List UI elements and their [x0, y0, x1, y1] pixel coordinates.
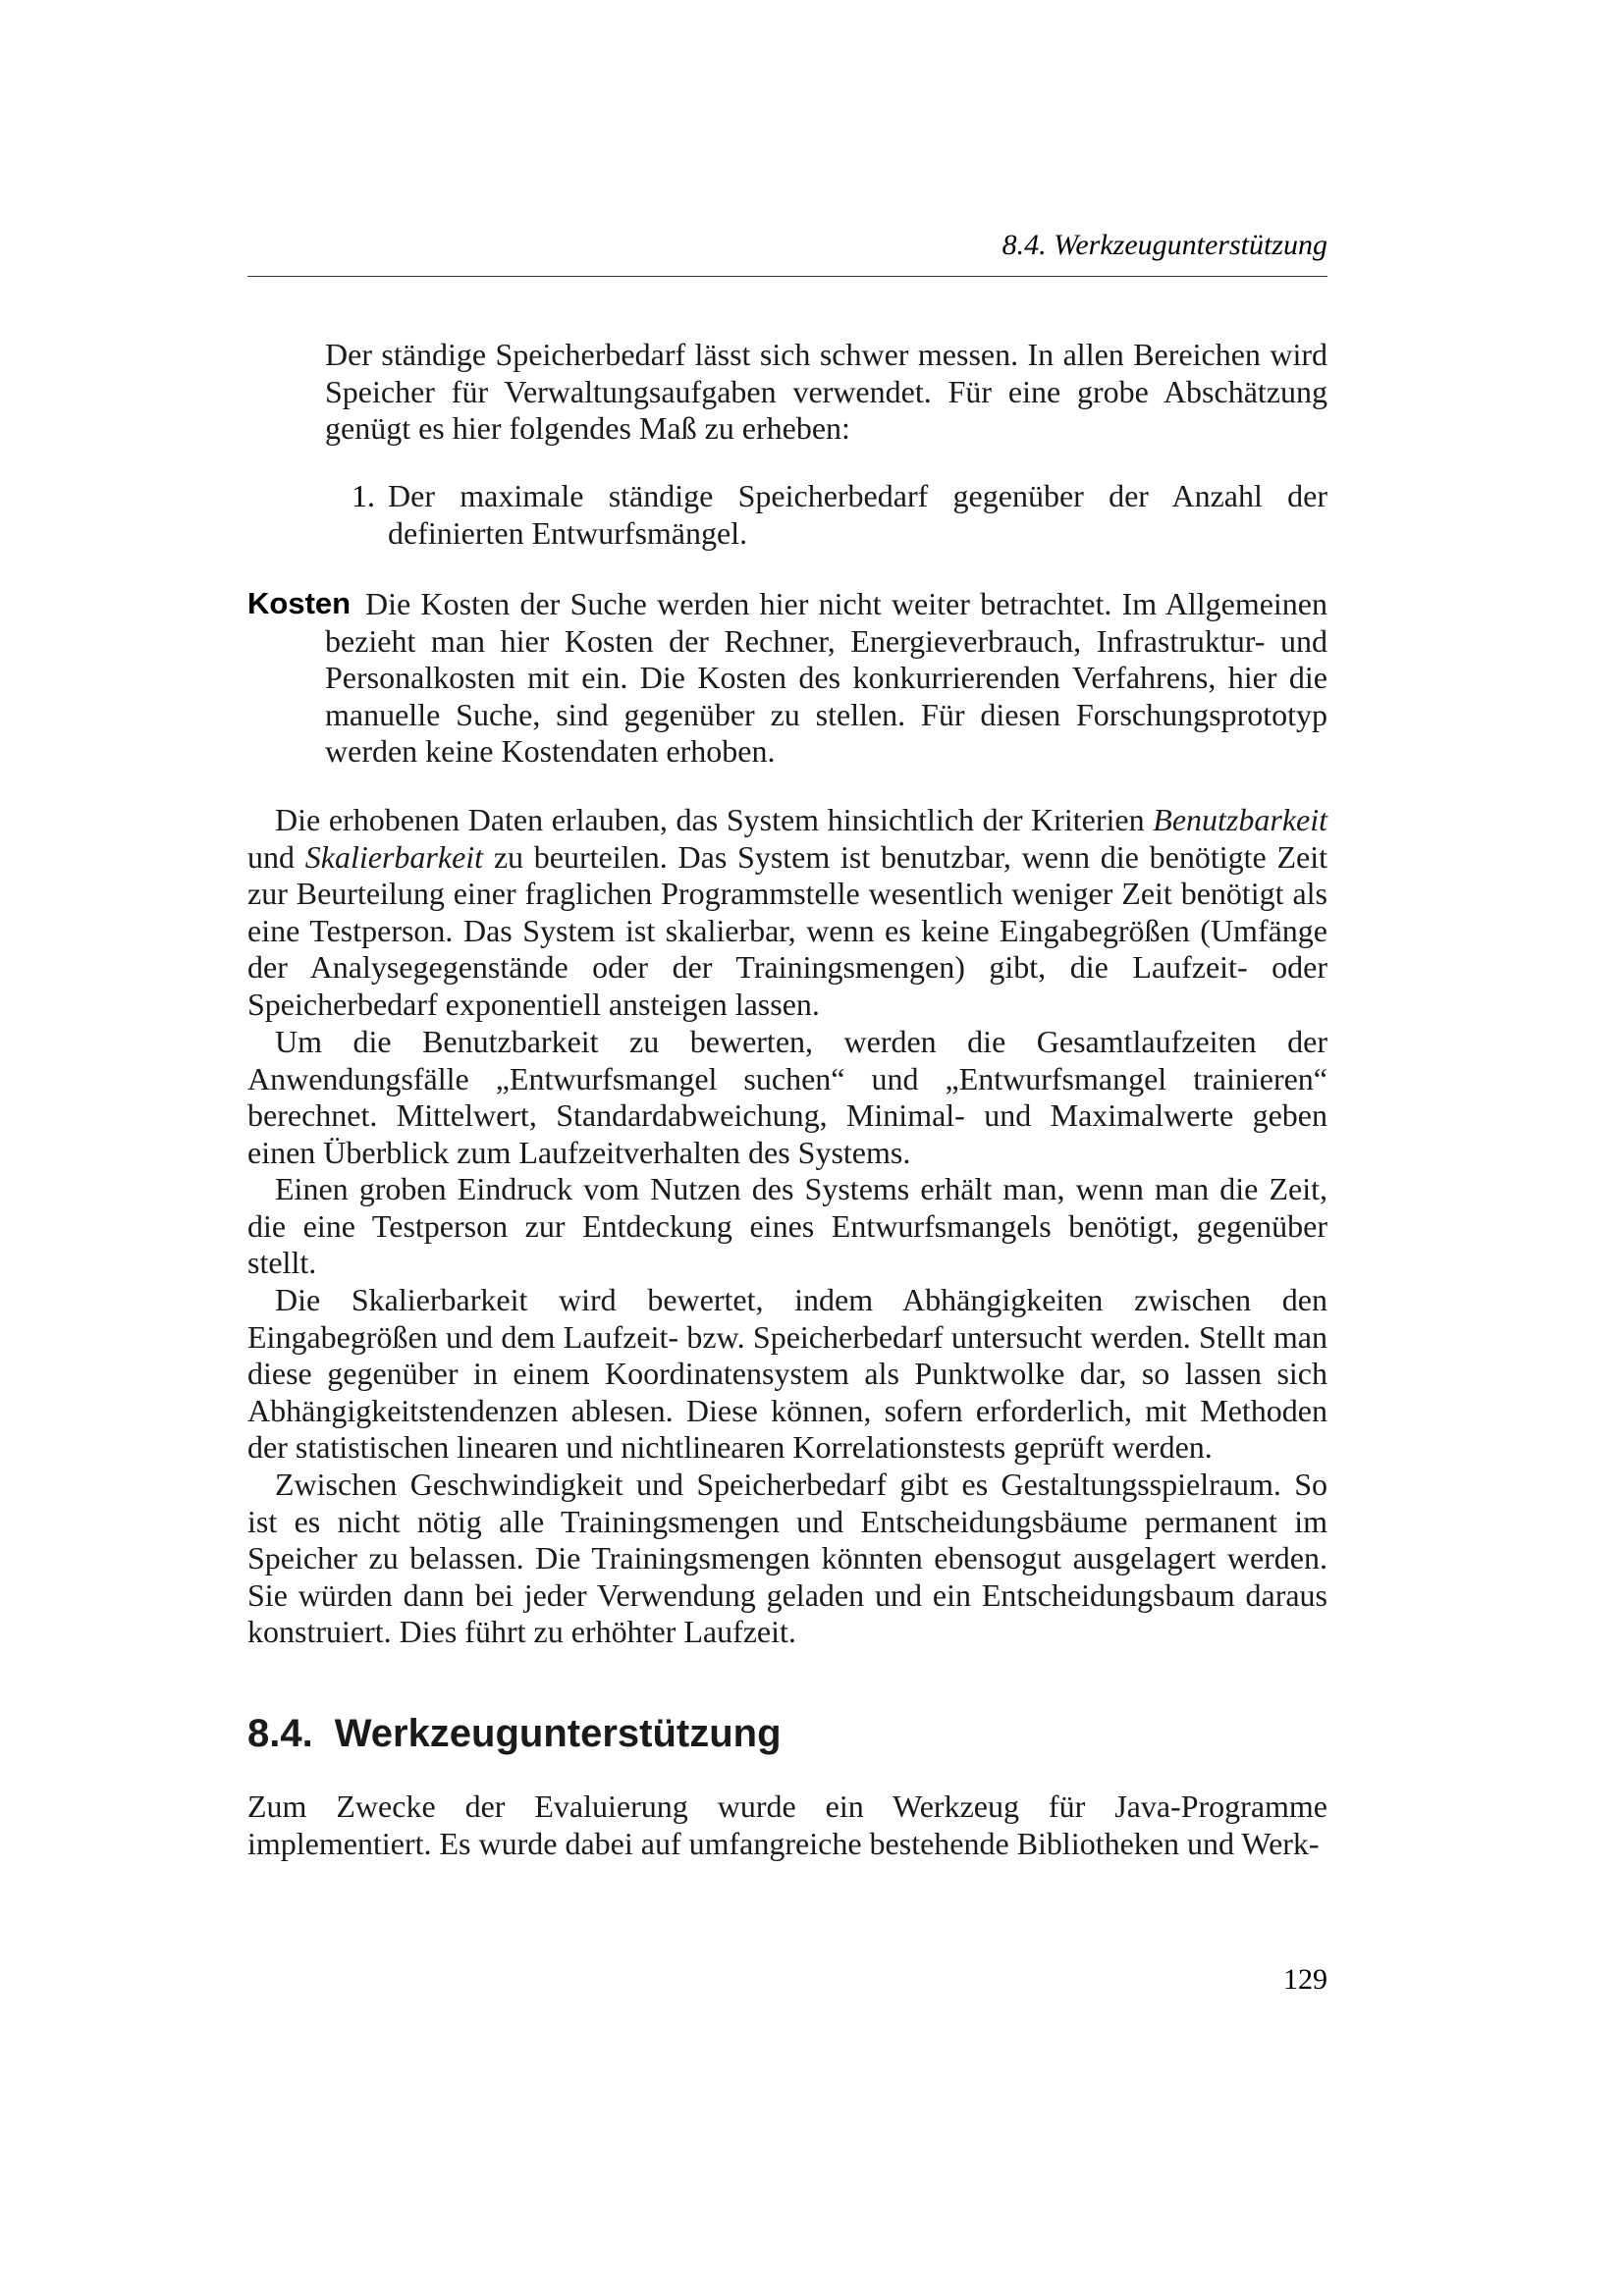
paragraph-criteria-before: Die erhobenen Daten erlauben, das System hinsichtlich der Kriterien: [275, 802, 1154, 837]
paragraph-tradeoff: Zwischen Geschwindigkeit und Speicherbedarf gibt es Gestaltungsspielraum. So ist es nicht nötig alle Trainingsmengen und Entscheidungsbäume permanent im Speicher zu belassen. Die Trainingsmengen könnten ebensogut ausgelagert werden. Sie würden dann bei jeder Verwendung geladen und ein Entscheidungsbaum daraus konstruiert. Dies führt zu erhöhter Laufzeit.: [247, 1467, 1327, 1649]
term-skalierbarkeit: Skalierbarkeit: [304, 838, 484, 875]
page-number: 129: [1283, 1963, 1327, 1996]
description-kosten: [325, 586, 1327, 771]
paragraph-criteria-mid: und: [247, 838, 305, 875]
paragraph-usability: Um die Benutzbarkeit zu bewerten, werden die Gesamtlaufzeiten der Anwendungsfälle „Entwurfsmangel suchen“ und „Entwurfsmangel trainieren“ berechnet. Mittelwert, Standardabweichung, Minimal- und Maximalwerte geben einen Überblick zum Laufzeitverhalten des Systems.: [247, 1024, 1327, 1170]
description-kosten-text: Die Kosten der Suche werden hier nicht weiter betrachtet. Im Allgemeinen bezieht man hier Kosten der Rechner, Energieverbrauch, Infrastruktur- und Personalkosten mit ein. Die Kosten des konkurrierenden Verfahrens, hier die manuelle Suche, sind gegenüber zu stellen. Für diesen Forschungsprototyp werden keine Kostendaten erhoben.: [325, 586, 1327, 769]
paragraph-criteria: [247, 802, 1327, 1023]
list-item-number: 1.: [352, 478, 375, 513]
list-item-text: Der maximale ständige Speicherbedarf gegenüber der Anzahl der definierten Entwurfsmängel.: [388, 478, 1327, 551]
term-benutzbarkeit: Benutzbarkeit: [1153, 802, 1327, 837]
header-rule: [247, 276, 1327, 277]
paragraph-scalability: Die Skalierbarkeit wird bewertet, indem Abhängigkeiten zwischen den Eingabegrößen und dem Laufzeit- bzw. Speicherbedarf untersucht werden. Stellt man diese gegenüber in einem Koordinatensystem als Punktwolke dar, so lassen sich Abhängigkeitstendenzen ablesen. Diese können, sofern erforderlich, mit Methoden der statistischen linearen und nichtlinearen Korrelationstests geprüft werden.: [247, 1282, 1327, 1465]
section-heading: [247, 1712, 782, 1756]
description-term-kosten: Kosten: [247, 586, 352, 620]
paragraph-benefit: Einen groben Eindruck vom Nutzen des Systems erhält man, wenn man die Zeit, die eine Testperson zur Entdeckung eines Entwurfsmangels benötigt, gegenüber stellt.: [247, 1171, 1327, 1280]
paragraph-criteria-after: zu beurteilen. Das System ist benutzbar, wenn die benötigte Zeit zur Beurteilung einer fraglichen Programmstelle wesentlich weniger Zeit benötigt als eine Testperson. Das System ist skalierbar, wenn es keine Eingabegrößen (Umfänge der Analysegegenstände oder der Trainingsmengen) gibt, die Laufzeit- oder Speicherbedarf exponentiell ansteigen lassen.: [247, 838, 1328, 1022]
section-number: 8.4.: [247, 1712, 313, 1755]
running-header: 8.4. Werkzeugunterstützung: [1001, 229, 1327, 261]
section-title: Werkzeugunterstützung: [334, 1712, 782, 1755]
section-paragraph: Zum Zwecke der Evaluierung wurde ein Werkzeug für Java-Programme implementiert. Es wurde dabei auf umfangreiche bestehende Bibliotheken und Werk-: [247, 1789, 1327, 1861]
intro-paragraph: Der ständige Speicherbedarf lässt sich schwer messen. In allen Bereichen wird Speicher für Verwaltungsaufgaben verwendet. Für eine grobe Abschätzung genügt es hier folgendes Maß zu erheben:: [325, 337, 1327, 446]
